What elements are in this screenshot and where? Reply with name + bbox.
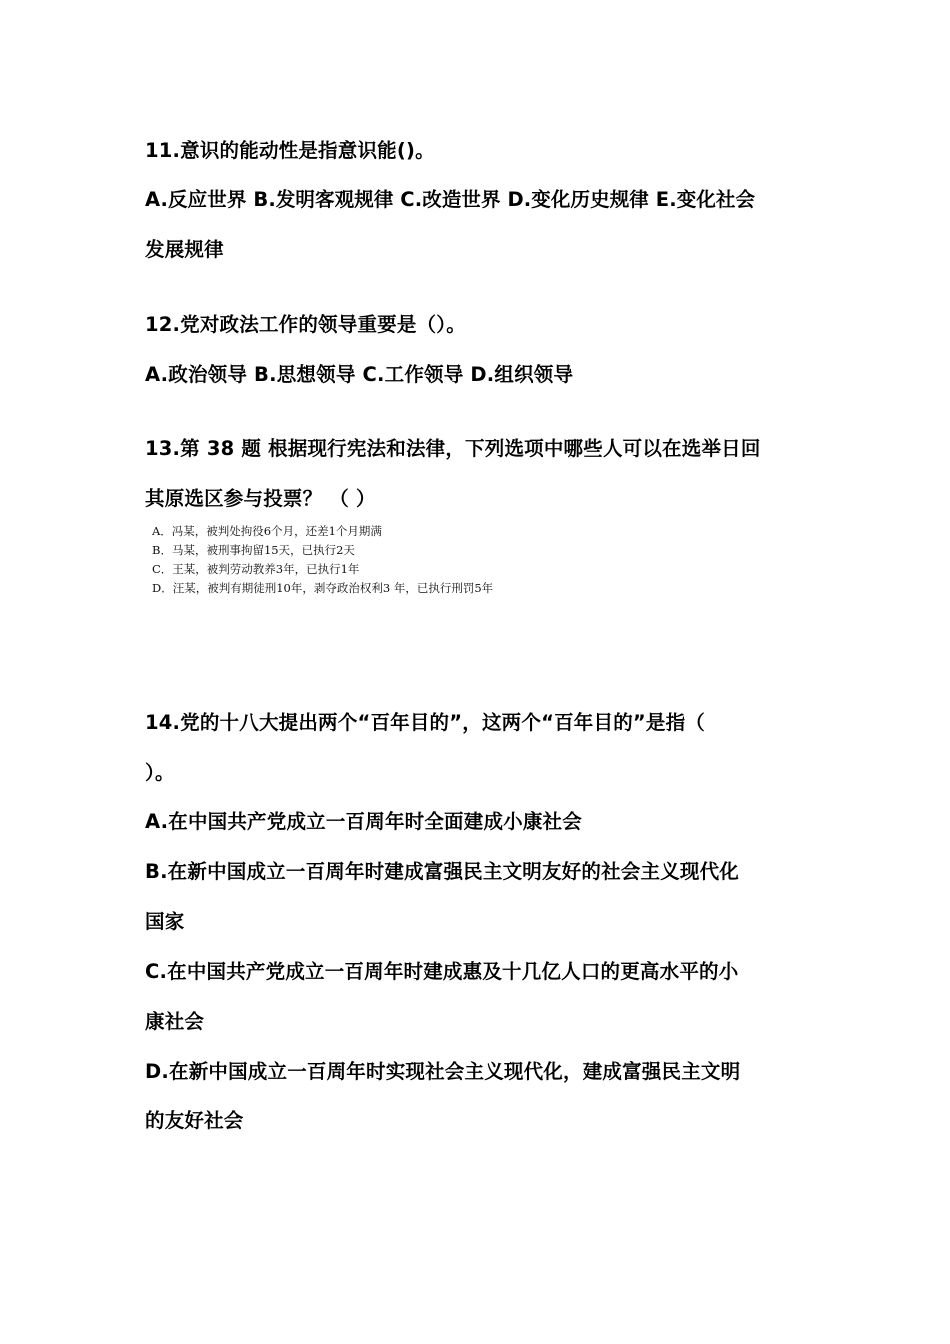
- question-14-stem-continued: ）。: [145, 761, 175, 784]
- question-13-option-d: D．汪某，被判有期徒刑10年，剥夺政治权利3 年，已执行刑罚5年: [152, 581, 494, 595]
- question-13-option-a: A．冯某，被判处拘役6个月，还差1个月期满: [152, 524, 382, 538]
- question-11-options: A.反应世界 B.发明客观规律 C.改造世界 D.变化历史规律 E.变化社会: [145, 188, 756, 211]
- question-14-option-b: B.在新中国成立一百周年时建成富强民主文明友好的社会主义现代化: [145, 860, 739, 883]
- question-14-option-d-continued: 的友好社会: [145, 1109, 244, 1132]
- question-14-stem: 14.党的十八大提出两个“百年目的”，这两个“百年目的”是指（: [145, 711, 706, 734]
- question-11-stem: 11.意识的能动性是指意识能()。: [145, 139, 435, 162]
- question-14-option-c-continued: 康社会: [145, 1010, 205, 1033]
- question-14-option-b-continued: 国家: [145, 910, 185, 933]
- question-14-option-c: C.在中国共产党成立一百周年时建成惠及十几亿人口的更高水平的小: [145, 960, 739, 983]
- question-12-stem: 12.党对政法工作的领导重要是（）。: [145, 313, 466, 336]
- question-12-options: A.政治领导 B.思想领导 C.工作领导 D.组织领导: [145, 363, 574, 386]
- question-14-option-a: A.在中国共产党成立一百周年时全面建成小康社会: [145, 810, 582, 833]
- question-14-option-d: D.在新中国成立一百周年时实现社会主义现代化，建成富强民主文明: [145, 1060, 741, 1083]
- question-11-options-continued: 发展规律: [145, 238, 224, 261]
- question-13-option-c: C．王某，被判劳动教养3年，已执行1年: [152, 562, 360, 576]
- question-13-stem-continued: 其原选区参与投票？ （ ）: [145, 487, 376, 510]
- question-13-stem: 13.第 38 题 根据现行宪法和法律，下列选项中哪些人可以在选举日回: [145, 437, 761, 460]
- question-13-option-b: B．马某，被刑事拘留15天，已执行2天: [152, 543, 355, 557]
